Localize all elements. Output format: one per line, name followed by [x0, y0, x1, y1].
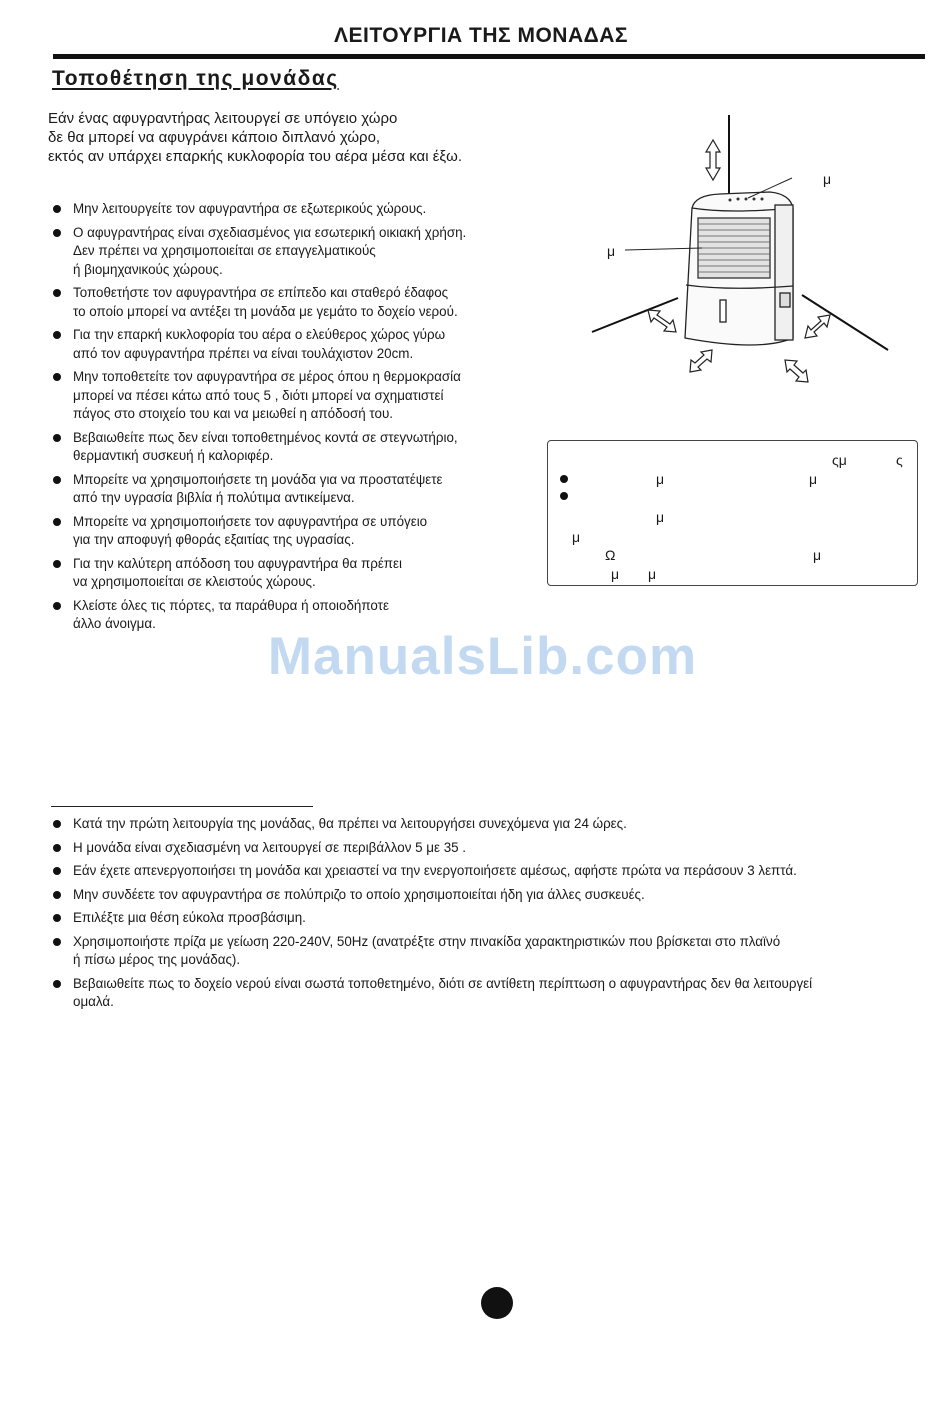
bullet-item [51, 471, 466, 508]
bullet-item [51, 368, 466, 424]
info-fragment: μ [572, 529, 581, 545]
wall-line-left [592, 298, 678, 332]
intro-paragraph [48, 109, 462, 166]
bullet-text-line: από τον αφυγραντήρα πρέπει να είναι τουλάχιστον 20cm. [73, 345, 414, 361]
bullet-dot [53, 518, 61, 526]
bullet-text-line: πάγος στο στοιχείο του και να μειωθεί η απόδοσή του. [73, 406, 394, 421]
bullet-text-line: Κλείστε όλες τις πόρτες, τα παράθυρα ή οποιοδήποτε [73, 597, 389, 613]
bullet-dot [53, 331, 61, 339]
section-title: Τοποθέτηση της μονάδας [52, 67, 339, 90]
info-fragment: ς [896, 452, 903, 468]
page-number-dot [481, 1287, 513, 1319]
info-box [547, 440, 918, 586]
bullet-dot [53, 229, 61, 237]
bullet-item [51, 224, 466, 280]
bullet-text-line: για την αποφυγή φθοράς εξαιτίας της υγρασίας. [73, 532, 355, 547]
bullet-text-line: Μπορείτε να χρησιμοποιήσετε τη μονάδα για να προστατέψετε [73, 471, 443, 487]
bullet-dot [53, 434, 61, 442]
bullet-item [51, 513, 466, 550]
bullet-text-line: ομαλά. [73, 994, 114, 1009]
dehumidifier-clearance-diagram [580, 110, 900, 400]
bullet-text-line: Δεν πρέπει να χρησιμοποιείται σε επαγγελματικούς [73, 243, 376, 258]
bullet-item [51, 200, 466, 219]
bullet-dot [53, 560, 61, 568]
bullet-text-line: Βεβαιωθείτε πως δεν είναι τοποθετημένος κοντά σε στεγνωτήριο, [73, 429, 458, 445]
bullet-text-line: άλλο άνοιγμα. [73, 616, 156, 631]
notes-bullet-list [51, 815, 812, 1017]
intro-line: εκτός αν υπάρχει επαρκής κυκλοφορία του αέρα μέσα και έξω. [48, 148, 463, 165]
info-fragment: μ [656, 509, 665, 525]
bullet-item [51, 909, 812, 928]
wall-line-right [802, 295, 888, 350]
clearance-arrow-top [706, 140, 720, 180]
bullet-item [51, 886, 812, 905]
intro-line: Εάν ένας αφυγραντήρας λειτουργεί σε υπόγειο χώρο [48, 110, 398, 127]
bullet-text-line: Μην συνδέετε τον αφυγραντήρα σε πολύπριζο το οποίο χρησιμοποιείται ήδη για άλλες συσκευές. [73, 886, 645, 902]
bullet-text-line: Μπορείτε να χρησιμοποιήσετε τον αφυγραντήρα σε υπόγειο [73, 513, 428, 529]
bullet-dot [53, 820, 61, 828]
bullet-text-line: ή πίσω μέρος της μονάδας). [73, 952, 241, 967]
bullet-text-line: Η μονάδα είναι σχεδιασμένη να λειτουργεί σε περιβάλλον 5 με 35 . [73, 839, 467, 855]
notes-divider [51, 806, 313, 807]
bullet-text-line: Χρησιμοποιήστε πρίζα με γείωση 220-240V, 50Hz (ανατρέξτε στην πινακίδα χαρακτηριστικών που βρίσκεται στο πλαϊνό [73, 933, 781, 949]
info-fragment: Ω [605, 547, 616, 563]
bullet-text-line: από την υγρασία βιβλία ή πολύτιμα αντικείμενα. [73, 490, 355, 505]
info-fragment: μ [648, 566, 657, 582]
bullet-dot [53, 205, 61, 213]
bullet-item [51, 284, 466, 321]
bullet-dot [53, 914, 61, 922]
dehumidifier-unit [685, 192, 793, 345]
info-fragment: μ [809, 471, 818, 487]
bullet-text-line: Τοποθετήστε τον αφυγραντήρα σε επίπεδο και σταθερό έδαφος [73, 285, 449, 300]
bullet-text-line: Κατά την πρώτη λειτουργία της μονάδας, θα πρέπει να λειτουργήσει συνεχόμενα για 24 ώρες. [73, 816, 627, 831]
info-fragment: μ [656, 471, 665, 487]
bullet-text-line: Βεβαιωθείτε πως το δοχείο νερού είναι σωστά τοποθετημένο, διότι σε αντίθετη περίπτωση ο αφυγραντήρας δεν θα λειτουργεί [73, 975, 813, 991]
bullet-dot [53, 602, 61, 610]
clearance-arrow-bottom-left [690, 350, 712, 372]
diagram-label-left: μ [607, 243, 616, 259]
bullet-dot [53, 373, 61, 381]
bullet-item [51, 555, 466, 592]
clearance-arrow-right [805, 315, 830, 338]
intro-line: δε θα μπορεί να αφυγράνει κάποιο διπλανό χώρο, [48, 129, 381, 146]
info-fragment: μ [611, 566, 620, 582]
bullet-item [51, 326, 466, 363]
bullet-text-line: το οποίο μπορεί να αντέξει τη μονάδα με γεμάτο το δοχείο νερού. [73, 303, 458, 319]
bullet-dot [53, 867, 61, 875]
diagram-label-top: μ [823, 171, 832, 187]
info-fragment: μ [813, 547, 822, 563]
info-bullet-dot [560, 475, 568, 483]
info-bullet-dot [560, 492, 568, 500]
header-rule [53, 54, 925, 59]
bullet-item [51, 815, 812, 834]
bullet-dot [53, 476, 61, 484]
bullet-text-line: Μην τοποθετείτε τον αφυγραντήρα σε μέρος όπου η θερμοκρασία [73, 369, 461, 384]
bullet-text-line: θερμαντική συσκευή ή καλοριφέρ. [73, 448, 274, 463]
bullet-text-line: Επιλέξτε μια θέση εύκολα προσβάσιμη. [73, 910, 306, 925]
bullet-item [51, 839, 812, 858]
watermark: ManualsLib.com [267, 627, 698, 686]
bullet-dot [53, 980, 61, 988]
bullet-dot [53, 891, 61, 899]
clearance-arrow-left [648, 310, 676, 332]
info-fragment: ςμ [832, 452, 847, 468]
page-header-title: ΛΕΙΤΟΥΡΓΙΑ ΤΗΣ ΜΟΝΑΔΑΣ [334, 24, 628, 47]
bullet-text-line: ή βιομηχανικούς χώρους. [73, 261, 223, 277]
bullet-item [51, 862, 812, 881]
bullet-dot [53, 938, 61, 946]
bullet-text-line: Εάν έχετε απενεργοποιήσει τη μονάδα και χρειαστεί να την ενεργοποιήσετε αμέσως, αφήστε πρώτα να περάσουν 3 λεπτά. [73, 863, 797, 878]
bullet-item [51, 975, 812, 1012]
bullet-dot [53, 289, 61, 297]
bullet-text-line: Για την επαρκή κυκλοφορία του αέρα ο ελεύθερος χώρος γύρω [73, 327, 446, 342]
bullet-item [51, 429, 466, 466]
bullet-text-line: Μην λειτουργείτε τον αφυγραντήρα σε εξωτερικούς χώρους. [73, 201, 427, 216]
bullet-text-line: Για την καλύτερη απόδοση του αφυγραντήρα θα πρέπει [73, 555, 402, 571]
bullet-item [51, 933, 812, 970]
bullet-text-line: να χρησιμοποιείται σε κλειστούς χώρους. [73, 574, 316, 589]
bullet-dot [53, 844, 61, 852]
bullet-text-line: μπορεί να πέσει κάτω από τους 5 , διότι μπορεί να σχηματιστεί [73, 387, 444, 403]
clearance-arrow-bottom-right [785, 360, 808, 382]
bullet-text-line: Ο αφυγραντήρας είναι σχεδιασμένος για εσωτερική οικιακή χρήση. [73, 224, 467, 240]
placement-bullet-list [51, 200, 466, 639]
